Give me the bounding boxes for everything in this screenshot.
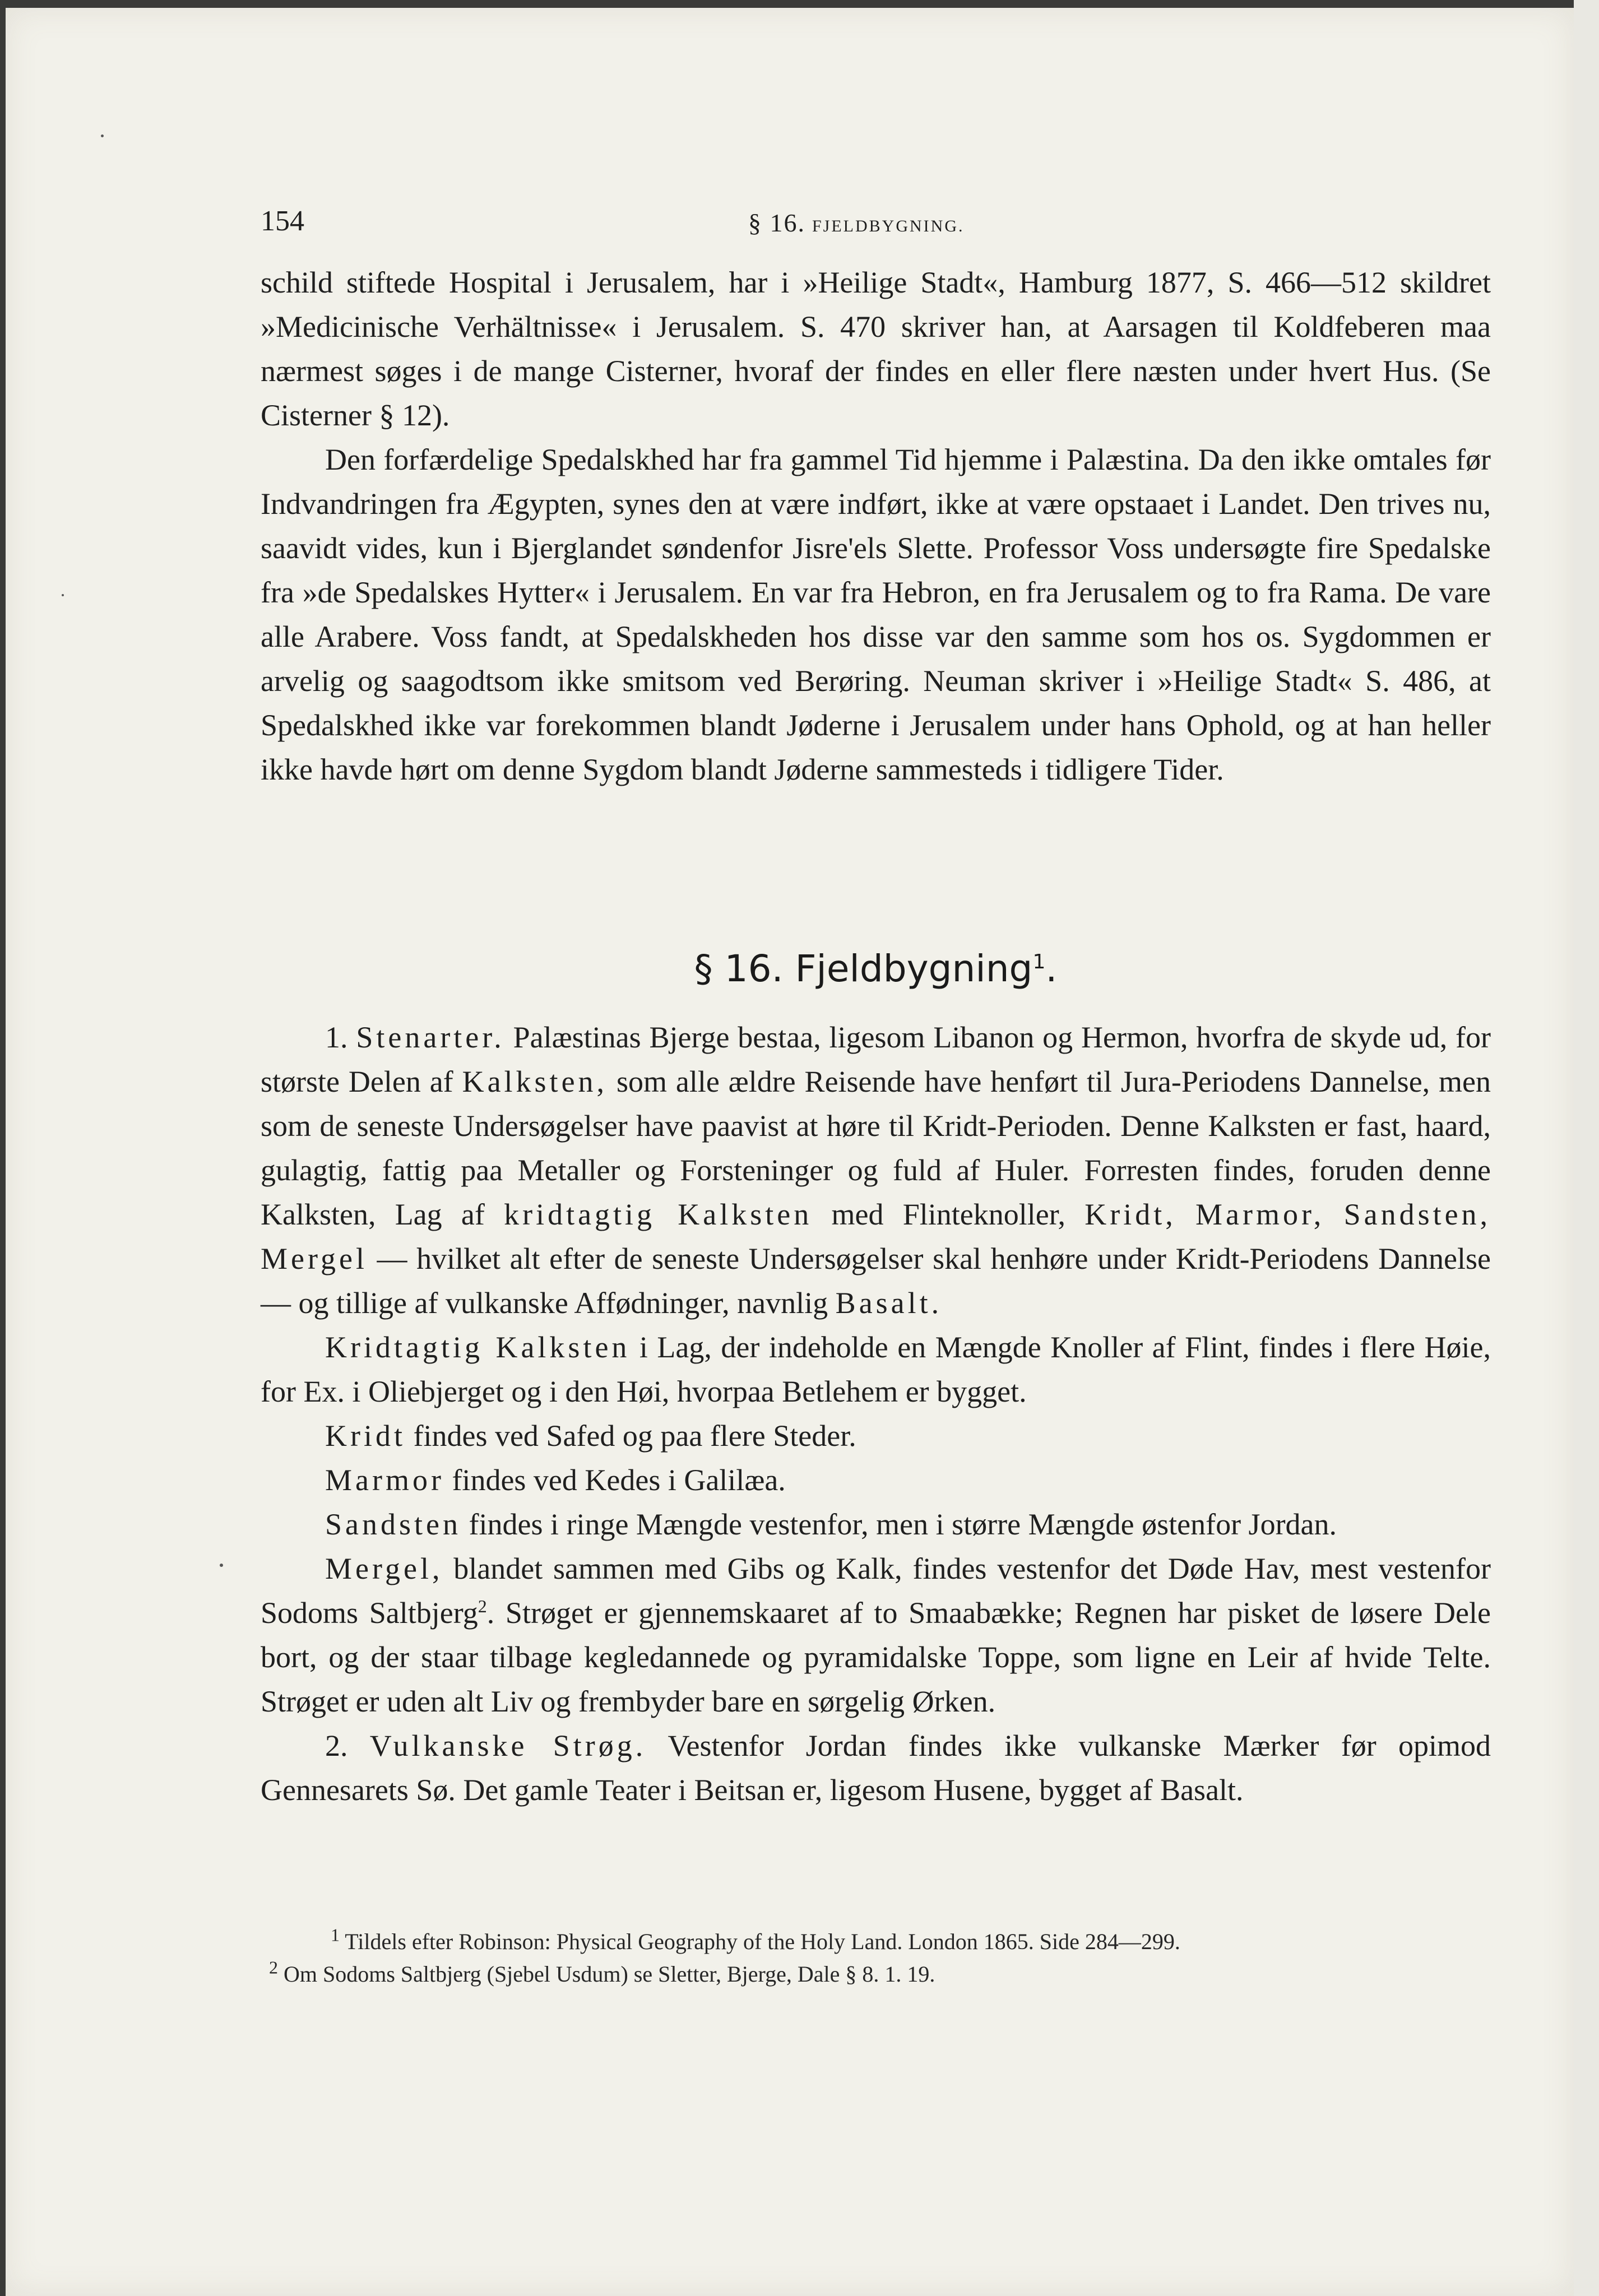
term-kridtagtig: Kridtagtig Kalksten [325, 1330, 631, 1364]
page-number: 154 [261, 205, 304, 237]
list-number-2: 2. [325, 1729, 348, 1762]
page-edge [1574, 0, 1599, 2296]
term-basalt: Basalt. [835, 1286, 943, 1320]
paragraph-kridtagtig: Kridtagtig Kalksten i Lag, der indeholde en Mængde Knoller af Flint, findes i flere Høie, for Ex. i Oliebjerget og i den Høi, hvorpaa Betlehem er bygget. [261, 1330, 1491, 1408]
term-stenarter: Stenarter. [356, 1021, 505, 1054]
term-kridt-2: Kridt [325, 1419, 406, 1453]
footnotes [269, 1926, 1491, 1991]
term-sandsten-2: Sandsten [325, 1508, 461, 1541]
section-heading [261, 947, 1491, 990]
paper-speck [220, 1564, 223, 1567]
paragraph-spedalskhed: Den forfærdelige Spedalskhed har fra gammel Tid hjemme i Palæstina. Da den ikke omtales før Indvandringen fra Ægypten, synes den at være indført, ikke at være opstaaet i Landet. Den trives nu, saavidt vides, kun i Bjerglandet søndenfor Jisre'els Slette. Professor Voss undersøgte fire Spedalske fra »de Spedalskes Hytter« i Jerusalem. En var fra Hebron, en fra Jerusalem og to fra Rama. De vare alle Arabere. Voss fandt, at Spedalskheden hos disse var den samme som hos os. Sygdommen er arvelig og saagodtsom ikke smitsom ved Berøring. Neuman skriver i »Heilige Stadt« S. 486, at Spedalskhed ikke var forekommen blandt Jøderne i Jerusalem under hans Ophold, og at han heller ikke havde hørt om denne Sygdom blandt Jøderne sammesteds i tidligere Tider. [261, 443, 1491, 786]
section-heading-end: . [1045, 947, 1058, 990]
term-mergel-2: Mergel, [325, 1552, 443, 1585]
paragraph-continued: schild stiftede Hospital i Jerusalem, har i »Heilige Stadt«, Hamburg 1877, S. 466—512 skildret »Medicinische Verhältnisse« i Jerusalem. S. 470 skriver han, at Aarsagen til Koldfeberen maa nærmest søges i de mange Cisterner, hvoraf der findes en eller flere næsten under hvert Hus. (Se Cisterner § 12). [261, 266, 1491, 432]
term-sandsten: Sandsten, [1343, 1198, 1491, 1231]
running-head [748, 208, 965, 238]
footnote-2: $^2$ Om Sodoms Saltbjerg (Sjebel Usdum) se Sletter, Bjerge, Dale § 8. 1. 19. [269, 1958, 935, 1987]
paragraph-sandsten: Sandsten findes i ringe Mængde vestenfor, men i større Mængde østenfor Jordan. [325, 1508, 1337, 1541]
term-vulkanske-strog: Vulkanske Strøg. [369, 1729, 647, 1762]
paragraph-vulkanske: 2. Vulkanske Strøg. Vestenfor Jordan findes ikke vulkanske Mærker før opimod Gennesarets Sø. Det gamle Teater i Beitsan er, ligesom Husene, bygget af Basalt. [261, 1729, 1491, 1807]
paragraph-mergel: Mergel, blandet sammen med Gibs og Kalk, findes vestenfor det Døde Hav, mest vestenfor Sodoms Saltbjerg$^2$. Strøget er gjennemskaaret af to Smaabække; Regnen har pisket de løsere Dele bort, og der staar tilbage kegledannede og pyramidalske Toppe, som ligne en Leir af hvide Telte. Strøget er uden alt Liv og frembyder bare en sørgelig Ørken. [261, 1552, 1491, 1718]
section-body [261, 1015, 1491, 1812]
term-kridtagtig-kalksten: kridtagtig Kalksten [504, 1198, 813, 1231]
term-kridt: Kridt, [1084, 1198, 1176, 1231]
footnote-ref-2: 2 [478, 1596, 487, 1616]
page-header [261, 205, 1491, 244]
term-marmor: Marmor, [1195, 1198, 1325, 1231]
list-number: 1. [325, 1021, 348, 1054]
paragraph-kridt: Kridt findes ved Safed og paa flere Steder. [325, 1419, 856, 1453]
footnote-ref-1: 1 [1032, 950, 1046, 973]
running-head-title: FJELDBYGNING. [812, 217, 965, 235]
paper-speck [101, 134, 104, 137]
term-kalksten: Kalksten, [462, 1065, 608, 1098]
top-text [261, 261, 1491, 792]
term-mergel: Mergel [261, 1242, 368, 1275]
footnote-1: $^1$ Tildels efter Robinson: Physical Geography of the Holy Land. London 1865. Side 284—299. [331, 1926, 1180, 1954]
paragraph-marmor: Marmor findes ved Kedes i Galilæa. [325, 1463, 786, 1497]
paper-speck [62, 594, 64, 596]
term-marmor-2: Marmor [325, 1463, 444, 1497]
paragraph-stenarter: 1. Stenarter. Palæstinas Bjerge bestaa, ligesom Libanon og Hermon, hvorfra de skyde ud, for største Delen af Kalksten, som alle ældre Reisende have henført til Jura-Periodens Dannelse, men som de seneste Undersøgelser have paavist at høre til Kridt-Perioden. Denne Kalksten er fast, haard, gulagtig, fattig paa Metaller og Forsteninger og fuld af Huler. Forresten findes, foruden denne Kalksten, Lag af kridtagtig Kalksten med Flinteknoller, Kridt, Marmor, Sandsten, Mergel — hvilket alt efter de seneste Undersøgelser skal henhøre under Kridt-Periodens Dannelse — og tillige af vulkanske Affødninger, navnlig Basalt. [261, 1021, 1491, 1320]
running-head-section: § 16. [748, 208, 805, 237]
section-heading-text: § 16. Fjeldbygning [694, 947, 1033, 990]
